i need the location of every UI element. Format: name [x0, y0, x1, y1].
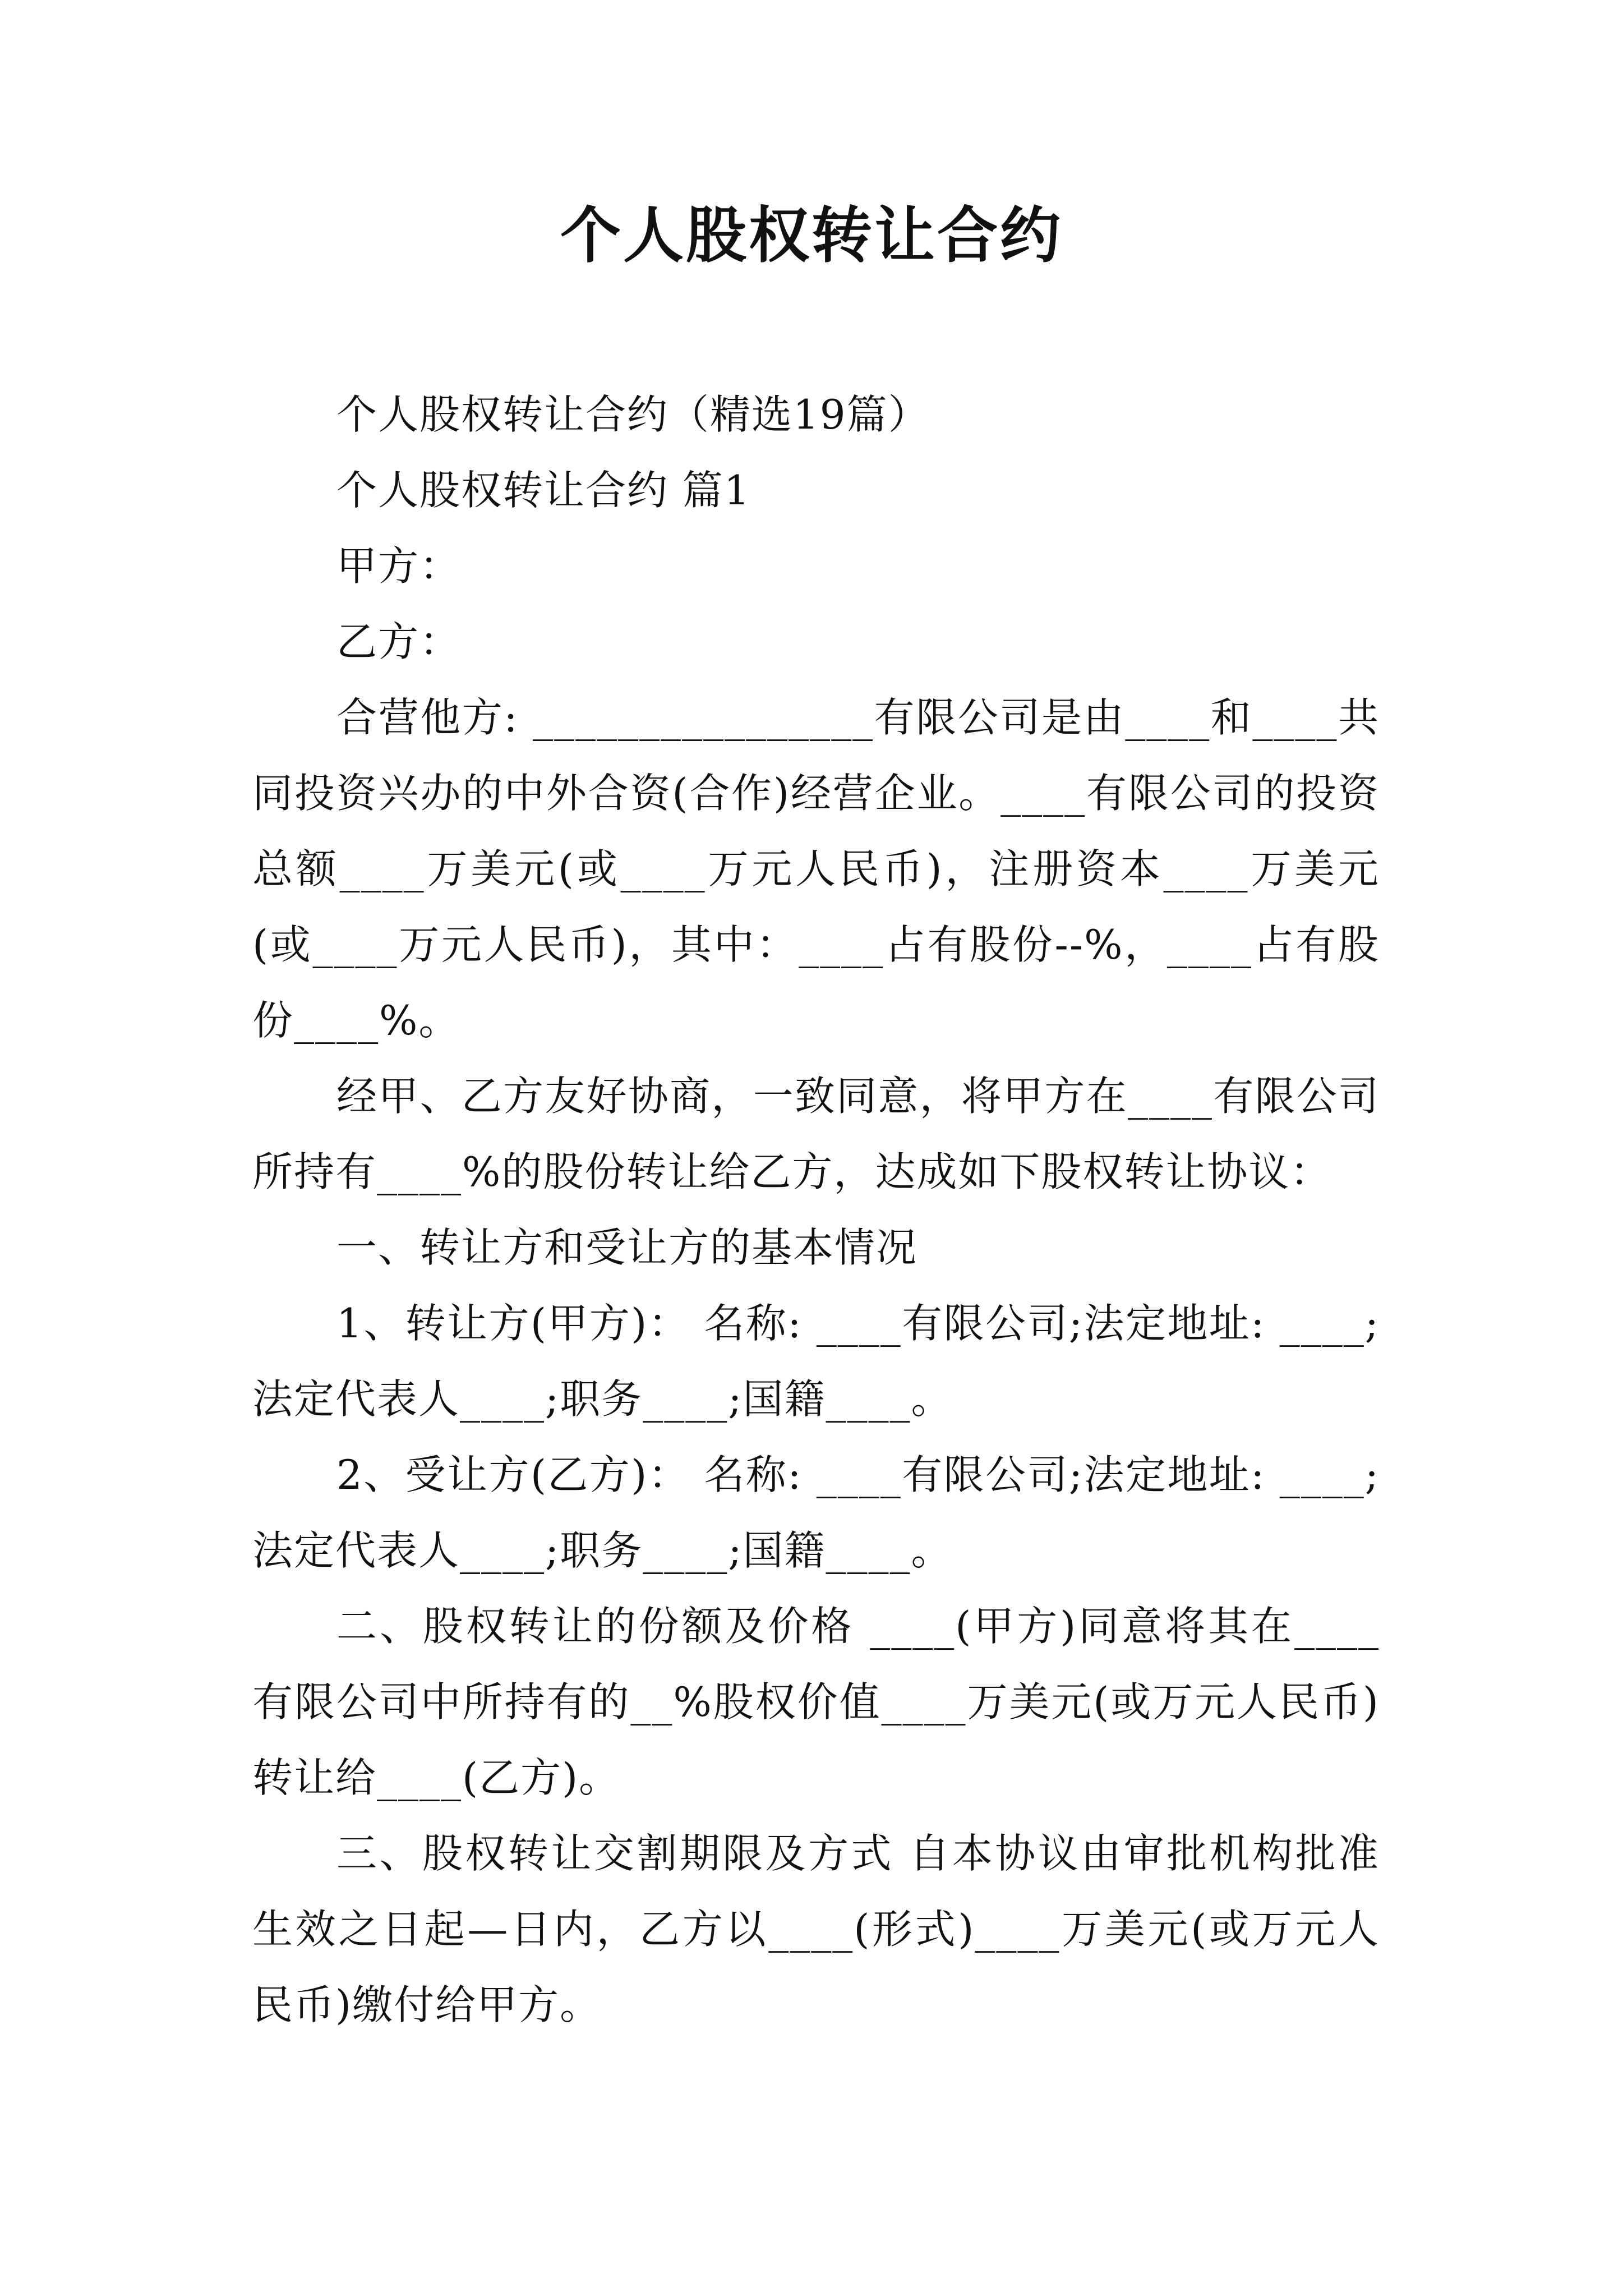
- transferor-details-paragraph: 1、转让方(甲方)： 名称: ____有限公司;法定地址: ____;法定代表人____;职务____;国籍____。: [252, 1300, 1380, 1423]
- transferee-details-paragraph: 2、受让方(乙方)： 名称: ____有限公司;法定地址: ____;法定代表人____;职务____;国籍____。: [252, 1451, 1380, 1574]
- document-title: 个人股权转让合约: [560, 200, 1063, 271]
- clause-two-paragraph: 二、股权转让的份额及价格 ____(甲方)同意将其在____有限公司中所持有的__%股权价值____万美元(或万元人民币)转让给____(乙方)。: [252, 1603, 1380, 1801]
- subtitle-paragraph: 个人股权转让合约（精选19篇）: [336, 391, 930, 438]
- clause-three-paragraph: 三、股权转让交割期限及方式 自本协议由审批机构批准生效之日起—日内，乙方以____(形式)____万美元(或万元人民币)缴付给甲方。: [252, 1830, 1380, 2028]
- party-b-label: 乙方：: [336, 618, 462, 665]
- agreement-intro-paragraph: 经甲、乙方友好协商，一致同意，将甲方在____有限公司所持有____%的股份转让给乙方，达成如下股权转让协议：: [252, 1073, 1380, 1195]
- party-a-label: 甲方：: [336, 542, 462, 590]
- joint-venture-paragraph: 合营他方: ________________有限公司是由____和____共同投资兴办的中外合资(合作)经营企业。____有限公司的投资总额____万美元(或____万元人民币)，注册资本____万美元(或____万元人民币)，其中：____占有股份--%，____占有股份____%。: [252, 694, 1380, 1044]
- clause-one-heading: 一、转让方和受让方的基本情况: [336, 1224, 918, 1271]
- section-heading-paragraph: 个人股权转让合约 篇1: [336, 467, 751, 514]
- document-body: [252, 377, 1380, 2043]
